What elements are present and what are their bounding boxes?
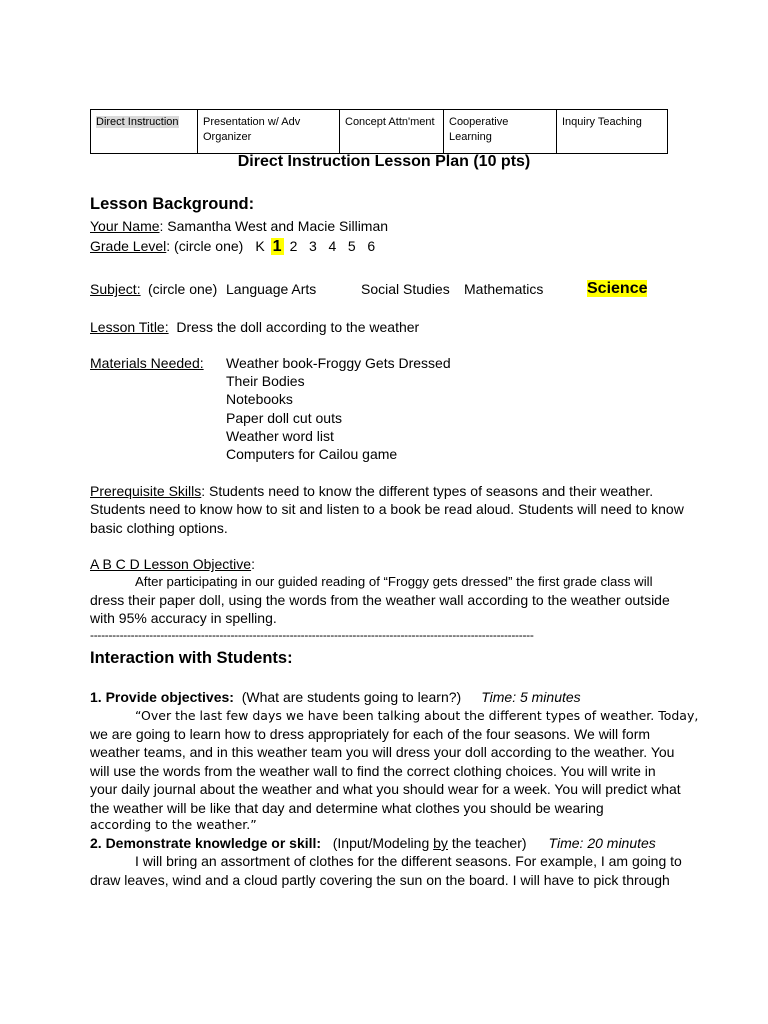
page-title: Direct Instruction Lesson Plan (10 pts)	[237, 153, 531, 170]
model-label: Cooperative Learning	[449, 116, 509, 143]
your-name-value: : Samantha West and Macie Silliman	[159, 218, 389, 234]
step2-note-by: by	[433, 835, 448, 851]
model-cell-cooperative	[444, 110, 557, 154]
model-label: Concept Attn'ment	[345, 116, 435, 128]
lesson-title-label: Lesson Title:	[90, 319, 169, 335]
your-name-line	[90, 217, 388, 235]
objective-colon: :	[251, 556, 255, 572]
teaching-models-table	[90, 109, 668, 154]
material-item: Weather book-Froggy Gets Dressed	[226, 355, 451, 371]
step1-last-line: according to the weather.”	[90, 817, 257, 832]
prerequisite-skills	[90, 482, 690, 537]
step1-time: Time: 5 minutes	[481, 689, 581, 705]
lesson-title-value: Dress the doll according to the weather	[176, 319, 420, 335]
step2-note-b: the teacher)	[447, 835, 527, 851]
objective-text-first: After participating in our guided reading of “Froggy gets dressed” the first grade class will	[135, 574, 653, 589]
step1-note: (What are students going to learn?)	[241, 689, 462, 705]
material-item: Paper doll cut outs	[226, 410, 342, 426]
material-item: Computers for Cailou game	[226, 446, 398, 462]
step2-time: Time: 20 minutes	[548, 835, 656, 851]
model-cell-direct-instruction	[91, 110, 198, 154]
step2-note-a: (Input/Modeling	[332, 835, 434, 851]
lesson-title-line	[90, 318, 419, 336]
step1-body: we are going to learn how to dress appropriately for each of the four seasons. We will form weather teams, and in this weather team you will dress your doll according to the weather. You will use the words from the weather wall to find the correct clothing choices. You will write in your daily journal about the weather and what you should wear for a week. You will predict what the weather will be like that day and determine what clothes you should be wearing	[90, 726, 681, 816]
subject-option: Language Arts	[226, 281, 317, 297]
subject-option: Social Studies	[361, 281, 450, 297]
step1-first-line: “Over the last few days we have been talking about the different types of weather. Today,	[135, 708, 699, 723]
subject-selected-text: Science	[587, 280, 648, 297]
model-cell-inquiry	[557, 110, 668, 154]
interaction-heading: Interaction with Students:	[90, 649, 293, 667]
teaching-models-row	[91, 110, 668, 154]
step2-line1: I will bring an assortment of clothes for the different seasons. For example, I am going to	[135, 853, 682, 869]
grade-selected: 1	[272, 238, 282, 255]
model-label: Direct Instruction	[96, 116, 179, 128]
grade-other: 2 3 4 5 6	[289, 238, 376, 254]
grade-level-prefix: : (circle one)	[166, 238, 244, 254]
materials-label	[90, 354, 204, 372]
material-item: Notebooks	[226, 391, 293, 407]
objective-label-line	[90, 555, 255, 573]
model-cell-concept	[340, 110, 444, 154]
prerequisite-label: Prerequisite Skills	[90, 483, 202, 499]
subject-label: Subject:	[90, 281, 141, 297]
step2-label: 2. Demonstrate knowledge or skill:	[90, 835, 322, 851]
material-item: Weather word list	[226, 428, 334, 444]
lesson-background-heading: Lesson Background:	[90, 195, 255, 213]
model-label: Inquiry Teaching	[562, 116, 642, 128]
model-label: Presentation w/ Adv Organizer	[203, 116, 301, 143]
prerequisite-text: : Students need to know the different types of seasons and their weather. Students need to know how to sit and listen to a book be read aloud. Students will need to know basic clothing options.	[90, 483, 684, 536]
grade-level-label: Grade Level	[90, 238, 167, 254]
materials-label-text: Materials Needed:	[90, 355, 204, 371]
grade-level-line	[90, 237, 375, 256]
material-item: Their Bodies	[226, 373, 305, 389]
subject-line	[90, 280, 141, 298]
step1-label: 1. Provide objectives:	[90, 689, 234, 705]
step2-header	[90, 834, 656, 852]
objective-label: A B C D Lesson Objective	[90, 556, 252, 572]
subject-option: Mathematics	[464, 281, 544, 297]
model-cell-presentation	[198, 110, 340, 154]
step1-header	[90, 688, 581, 706]
step2-line2: draw leaves, wind and a cloud partly covering the sun on the board. I will have to pick through	[90, 872, 670, 888]
subject-prefix: (circle one)	[148, 281, 218, 297]
your-name-label: Your Name	[90, 218, 160, 234]
objective-text-rest: dress their paper doll, using the words from the weather wall according to the weather outside with 95% accuracy in spelling.	[90, 592, 670, 627]
subject-selected	[587, 279, 647, 298]
grade-k: K	[255, 238, 265, 254]
section-divider: ------------------------------------------------------------------------------------------------------------------------	[90, 628, 534, 642]
